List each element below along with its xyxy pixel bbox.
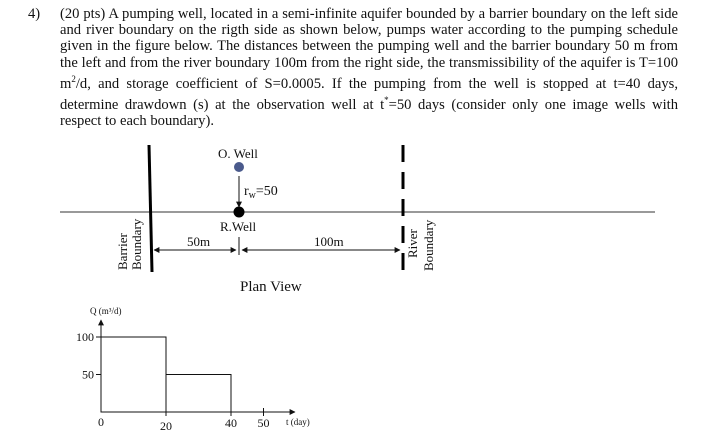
y-axis-label: Q (m³/d)	[90, 306, 122, 316]
y-tick-label-100: 100	[76, 330, 94, 344]
superscript-2: 2	[71, 73, 76, 84]
observation-well-marker	[234, 162, 244, 172]
x-axis-label: t (day)	[286, 417, 310, 427]
plan-view	[60, 145, 655, 295]
problem-number: 4)	[28, 6, 41, 22]
barrier-label-2: Boundary	[129, 218, 144, 270]
problem-text-part-3: =50 days (consider only one image wells with respect to each boundary).	[60, 96, 678, 129]
pumping-schedule-chart	[76, 306, 310, 433]
observation-well-label: O. Well	[218, 146, 258, 161]
river-label-2: Boundary	[421, 219, 436, 271]
plan-view-title: Plan View	[240, 279, 302, 295]
pumping-well-marker	[234, 207, 245, 218]
radius-label: $r_w=50$	[244, 184, 278, 201]
problem-text-part-1: (20 pts) A pumping well, located in a semi-infinite aquifer bounded by a barrier boundary on the left side and river boundary on the rigth side as shown below, pumps water according to the pumping schedule given in the figure below. The distances between the pumping well and the barrier boundary 50 m from the left and from the river boundary 100m from the right side, the transmissibility of the aquifer is T=100 m	[60, 6, 678, 92]
problem-text-part-2: /d, and storage coefficient of S=0.0005. If the pumping from the well is stopped at t=40 days, determine drawdown (s) at the observation well at t	[60, 75, 678, 113]
schedule-step-1	[101, 337, 166, 412]
origin-label: 0	[98, 415, 104, 429]
schedule-step-2	[166, 375, 231, 413]
distance-left-label: 50m	[187, 234, 211, 249]
x-tick-label-40: 40	[225, 416, 237, 430]
x-tick-label-20: 20	[160, 419, 172, 433]
river-label-1: River	[405, 229, 420, 258]
pumping-well-label: R.Well	[220, 219, 257, 234]
y-tick-label-50: 50	[82, 367, 94, 382]
x-tick-label-50: 50	[257, 416, 270, 430]
barrier-boundary-line	[149, 145, 152, 272]
barrier-label-1: Barrier	[115, 233, 130, 270]
superscript-star: *	[384, 94, 389, 105]
distance-right-label: 100m	[314, 234, 344, 249]
